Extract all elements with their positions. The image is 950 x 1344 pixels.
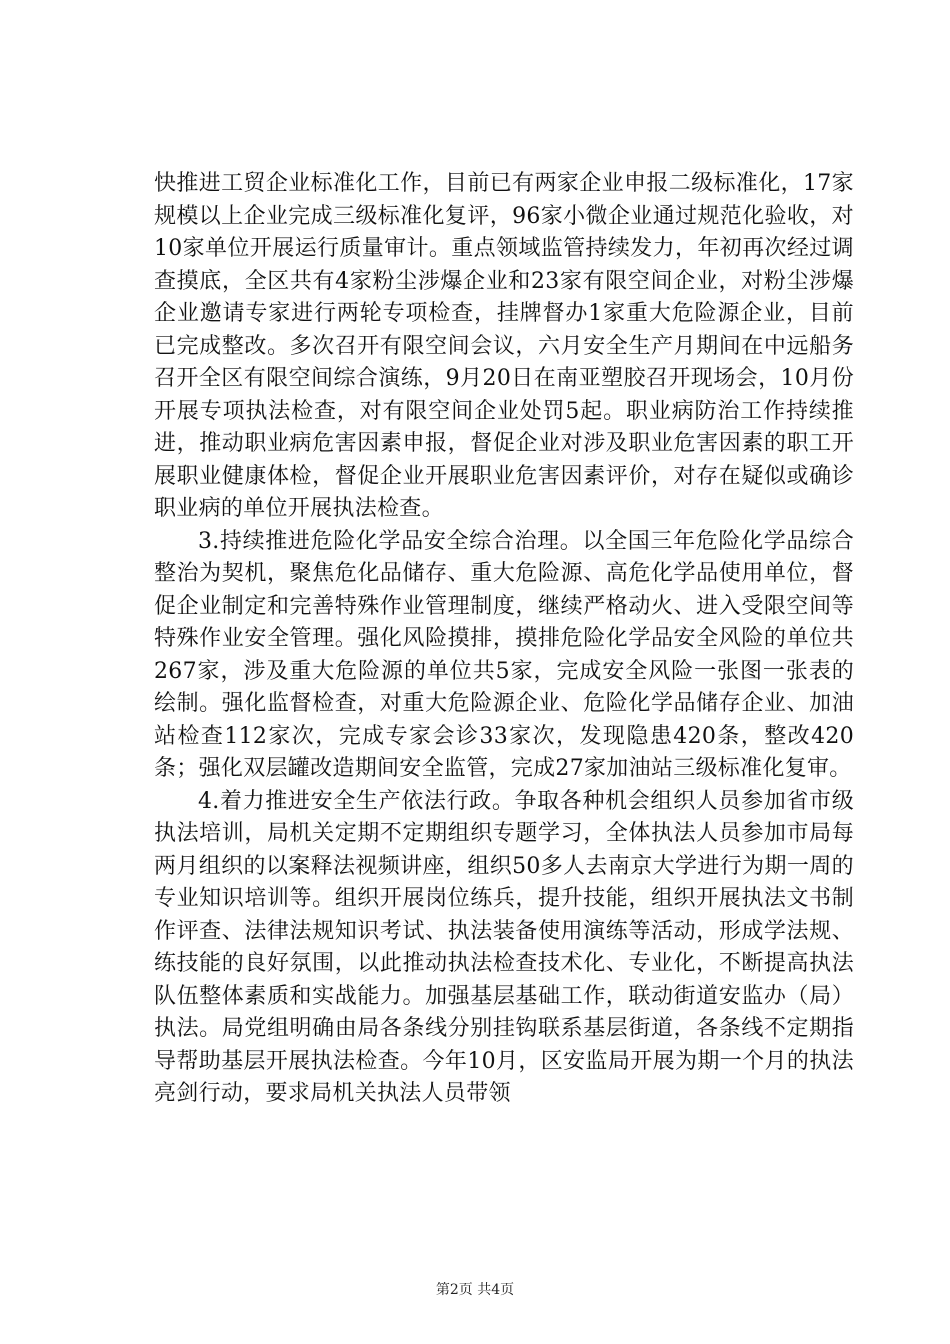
paragraph-continuation: 快推进工贸企业标准化工作，目前已有两家企业申报二级标准化，17家规模以上企业完成三级标准化复评，96家小微企业通过规范化验收，对10家单位开展运行质量审计。重点领域监管持续发力，年初再次经过调查摸底，全区共有4家粉尘涉爆企业和23家有限空间企业，对粉尘涉爆企业邀请专家进行两轮专项检查，挂牌督办1家重大危险源企业，目前已完成整改。多次召开有限空间会议，六月安全生产月期间在中远船务召开全区有限空间综合演练，9月20日在南亚塑胶召开现场会，10月份开展专项执法检查，对有限空间企业处罚5起。职业病防治工作持续推进，推动职业病危害因素申报，督促企业对涉及职业危害因素的职工开展职业健康体检，督促企业开展职业危害因素评价，对存在疑似或确诊职业病的单位开展执法检查。 bbox=[154, 171, 854, 521]
paragraph-item-3: 3.持续推进危险化学品安全综合治理。以全国三年危险化学品综合整治为契机，聚焦危化品储存、重大危险源、高危化学品使用单位，督促企业制定和完善特殊作业管理制度，继续严格动火、进入受限空间等特殊作业安全管理。强化风险摸排，摸排危险化学品安全风险的单位共267家，涉及重大危险源的单位共5家，完成安全风险一张图一张表的绘制。强化监督检查，对重大危险源企业、危险化学品储存企业、加油站检查112家次，完成专家会诊33家次，发现隐患420条，整改420条；强化双层罐改造期间安全监管，完成27家加油站三级标准化复审。 bbox=[154, 528, 854, 781]
paragraph-item-4: 4.着力推进安全生产依法行政。争取各种机会组织人员参加省市级执法培训，局机关定期不定期组织专题学习，全体执法人员参加市局每两月组织的以案释法视频讲座，组织50多人去南京大学进行为期一周的专业知识培训等。组织开展岗位练兵，提升技能，组织开展执法文书制作评查、法律法规知识考试、执法装备使用演练等活动，形成学法规、练技能的良好氛围，以此推动执法检查技术化、专业化，不断提高执法队伍整体素质和实战能力。加强基层基础工作，联动街道安监办（局）执法。局党组明确由局各条线分别挂钩联系基层街道，各条线不定期指导帮助基层开展执法检查。今年10月，区安监局开展为期一个月的执法亮剑行动，要求局机关执法人员带领 bbox=[154, 788, 854, 1106]
page-number-footer: 第2页 共4页 bbox=[435, 1282, 515, 1298]
document-body bbox=[154, 168, 854, 1111]
